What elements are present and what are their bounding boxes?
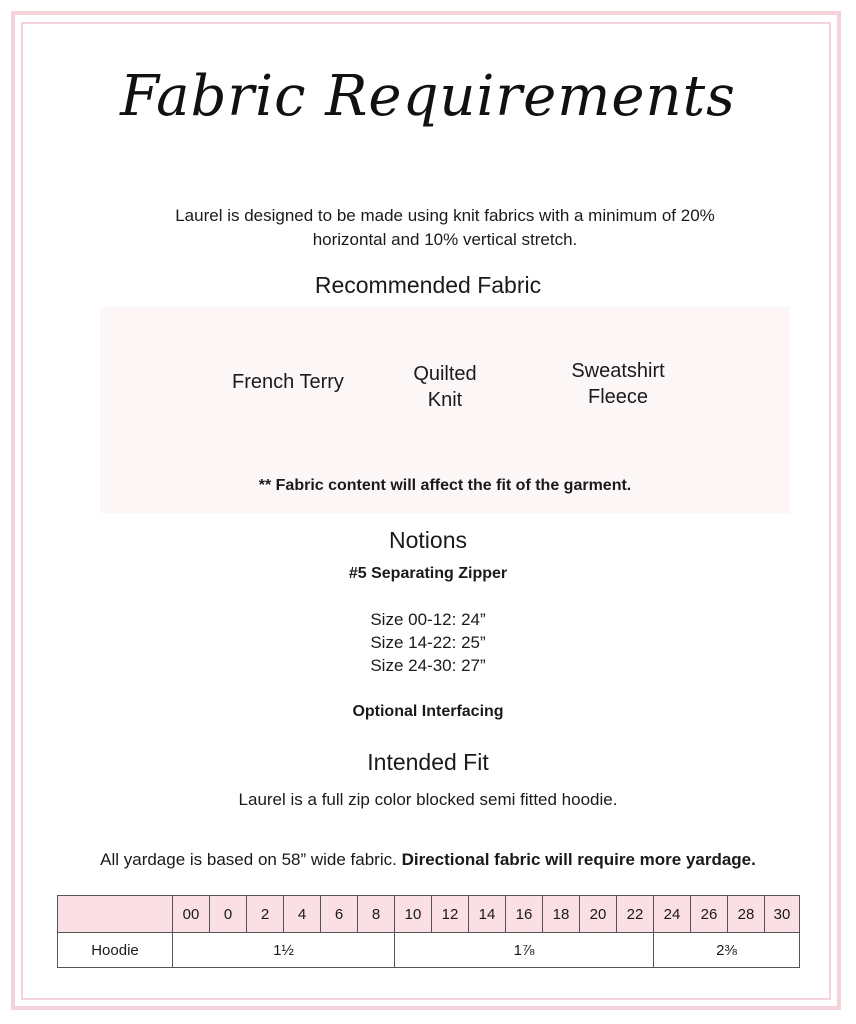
size-cell: 4 xyxy=(284,896,321,933)
yardage-value-sizes-24-30: 2⅜ xyxy=(654,933,800,968)
size-cell: 30 xyxy=(765,896,800,933)
size-cell: 16 xyxy=(506,896,543,933)
size-cell: 22 xyxy=(617,896,654,933)
yardage-table xyxy=(57,895,800,968)
size-cell: 6 xyxy=(321,896,358,933)
recommended-fabric-box xyxy=(100,307,790,513)
yardage-value-sizes-10-22: 1⅞ xyxy=(395,933,654,968)
yardage-note xyxy=(0,850,856,870)
zipper-size-1: Size 00-12: 24” xyxy=(370,610,486,629)
size-cell: 10 xyxy=(395,896,432,933)
size-cell: 20 xyxy=(580,896,617,933)
yardage-value-sizes-00-8: 1½ xyxy=(173,933,395,968)
fabric-content-note: ** Fabric content will affect the fit of the garment. xyxy=(258,477,632,494)
size-cell: 28 xyxy=(728,896,765,933)
fabric-sweatshirt-fleece: Sweatshirt Fleece xyxy=(571,360,665,408)
size-cell: 14 xyxy=(469,896,506,933)
intro-text: Laurel is designed to be made using knit fabrics with a minimum of 20% horizontal and 10% vertical stretch. xyxy=(175,206,715,249)
fabric-quilted-knit: Quilted Knit xyxy=(413,363,477,411)
notions-heading: Notions xyxy=(389,527,467,553)
intended-fit-heading: Intended Fit xyxy=(367,749,489,775)
header-empty-cell xyxy=(58,896,173,933)
size-header-row xyxy=(58,896,800,933)
page-title: Fabric Requirements xyxy=(120,64,736,129)
size-cell: 12 xyxy=(432,896,469,933)
interfacing-label: Optional Interfacing xyxy=(352,703,504,720)
intended-fit-text: Laurel is a full zip color blocked semi fitted hoodie. xyxy=(238,790,618,809)
size-cell: 00 xyxy=(173,896,210,933)
hoodie-row xyxy=(58,933,800,968)
zipper-label: #5 Separating Zipper xyxy=(348,565,508,582)
recommended-fabric-heading: Recommended Fabric xyxy=(314,272,542,298)
zipper-size-2: Size 14-22: 25” xyxy=(370,633,486,652)
size-cell: 0 xyxy=(210,896,247,933)
size-cell: 24 xyxy=(654,896,691,933)
yardage-note-plain: All yardage is based on 58” wide fabric. xyxy=(100,850,402,869)
size-cell: 2 xyxy=(247,896,284,933)
yardage-note-bold: Directional fabric will require more yardage. xyxy=(401,850,756,869)
size-cell: 18 xyxy=(543,896,580,933)
row-label-hoodie: Hoodie xyxy=(58,933,173,968)
fabric-french-terry: French Terry xyxy=(232,371,344,393)
size-cell: 8 xyxy=(358,896,395,933)
size-cell: 26 xyxy=(691,896,728,933)
zipper-size-3: Size 24-30: 27” xyxy=(370,656,486,675)
